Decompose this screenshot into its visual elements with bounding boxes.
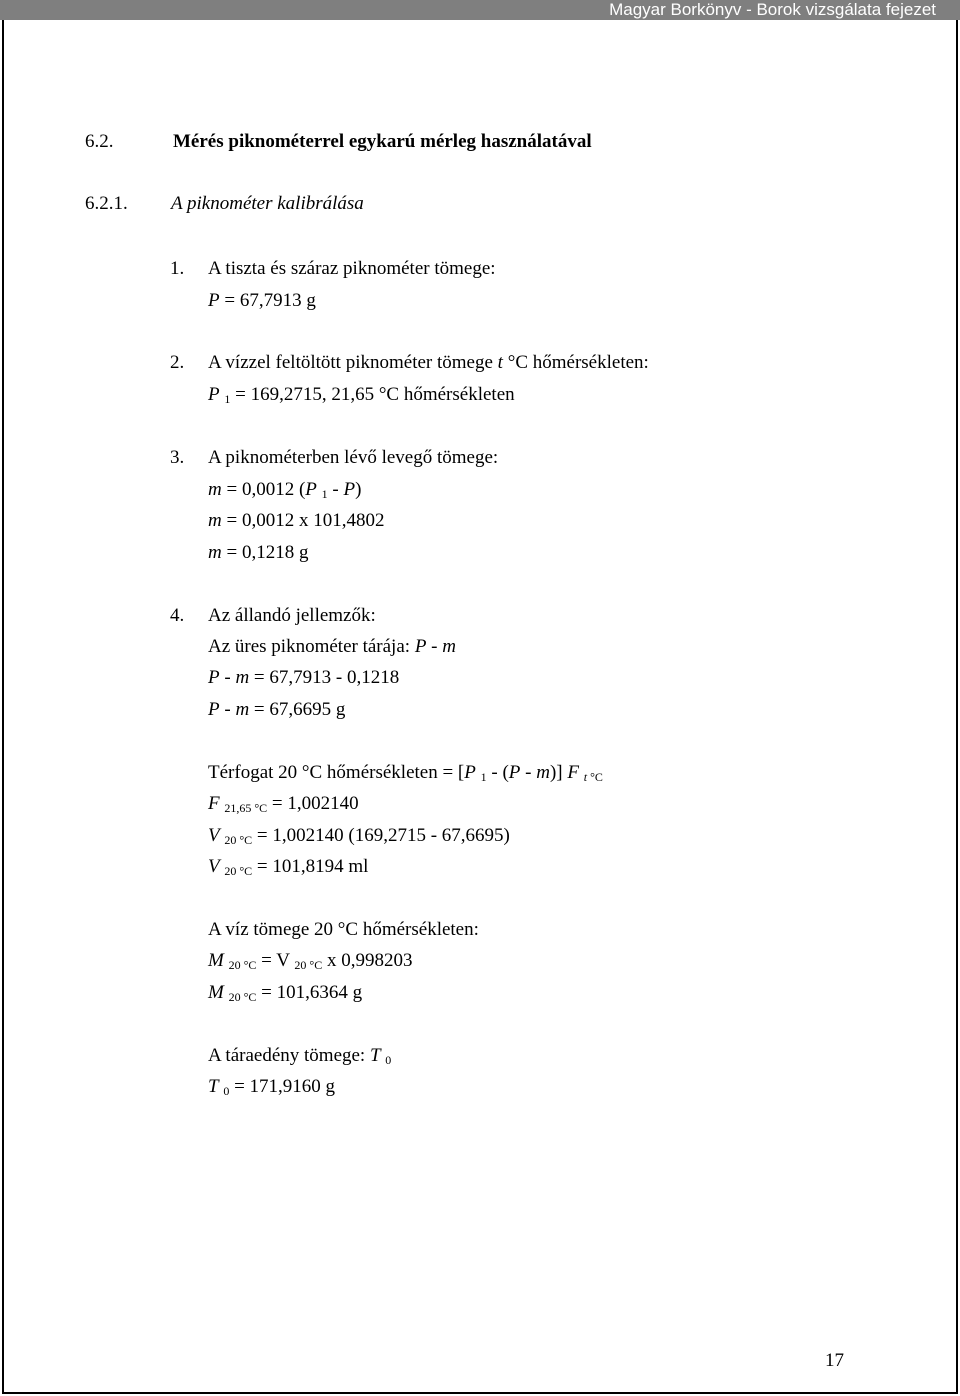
m-formula-2: M $_{20 ^\circ C}$ = 101,6364 g xyxy=(208,982,363,1004)
item-2-heading: A vízzel feltöltött piknométer tömege t °C hőmérsékleten: xyxy=(208,352,649,373)
tara-formula-2: P - m = 67,6695 g xyxy=(208,699,346,720)
section-number: 6.2. xyxy=(85,131,114,152)
m-formula-1: M $_{20 ^\circ C}$ = V $_{20 ^\circ C}$ x 0,998203 xyxy=(208,950,413,972)
item-3-heading: A piknométerben lévő levegő tömege: xyxy=(208,447,499,468)
item-4-heading: Az állandó jellemzők: xyxy=(208,605,376,626)
item-3-formula-1: m = 0,0012 (P $_1$ - P) xyxy=(208,479,362,501)
page-header xyxy=(0,0,960,20)
f-formula: F $_{21,65 ^\circ C}$ = 1,002140 xyxy=(208,793,359,815)
volume-formula: Térfogat 20 °C hőmérsékleten = [P $_1$ - (P - m)] F $_{t ^\circ C}$ xyxy=(208,762,603,784)
item-3-number: 3. xyxy=(170,447,185,468)
item-4-number: 4. xyxy=(170,605,185,626)
v-formula-1: V $_{20 ^\circ C}$ = 1,002140 (169,2715 - 67,6695) xyxy=(208,825,510,847)
item-2-value: P $_1$ = 169,2715, 21,65 °C hőmérsékleten xyxy=(208,384,515,406)
subsection-title: A piknométer kalibrálása xyxy=(171,193,364,214)
page-number: 17 xyxy=(825,1350,844,1371)
subsection-number: 6.2.1. xyxy=(85,193,128,214)
subsection-heading xyxy=(85,193,364,215)
section-title: Mérés piknométerrel egykarú mérleg használatával xyxy=(173,131,592,152)
tare-heading: A táraedény tömege: T $_0$ xyxy=(208,1045,392,1067)
section-heading xyxy=(85,131,592,153)
v-formula-2: V $_{20 ^\circ C}$ = 101,8194 ml xyxy=(208,856,369,878)
item-3-formula-3: m = 0,1218 g xyxy=(208,542,309,563)
item-3-formula-2: m = 0,0012 x 101,4802 xyxy=(208,510,385,531)
water-mass-heading: A víz tömege 20 °C hőmérsékleten: xyxy=(208,919,479,940)
tara-formula-1: P - m = 67,7913 - 0,1218 xyxy=(208,667,400,688)
tara-line: Az üres piknométer tárája: P - m xyxy=(208,636,456,657)
item-1-heading: A tiszta és száraz piknométer tömege: xyxy=(208,258,496,279)
tare-formula: T $_0$ = 171,9160 g xyxy=(208,1076,336,1098)
page-frame xyxy=(2,20,958,1394)
header-title: Magyar Borkönyv - Borok vizsgálata fejezet xyxy=(609,0,936,19)
item-1-number: 1. xyxy=(170,258,185,279)
item-2-number: 2. xyxy=(170,352,185,373)
item-1-value: P = 67,7913 g xyxy=(208,290,316,311)
